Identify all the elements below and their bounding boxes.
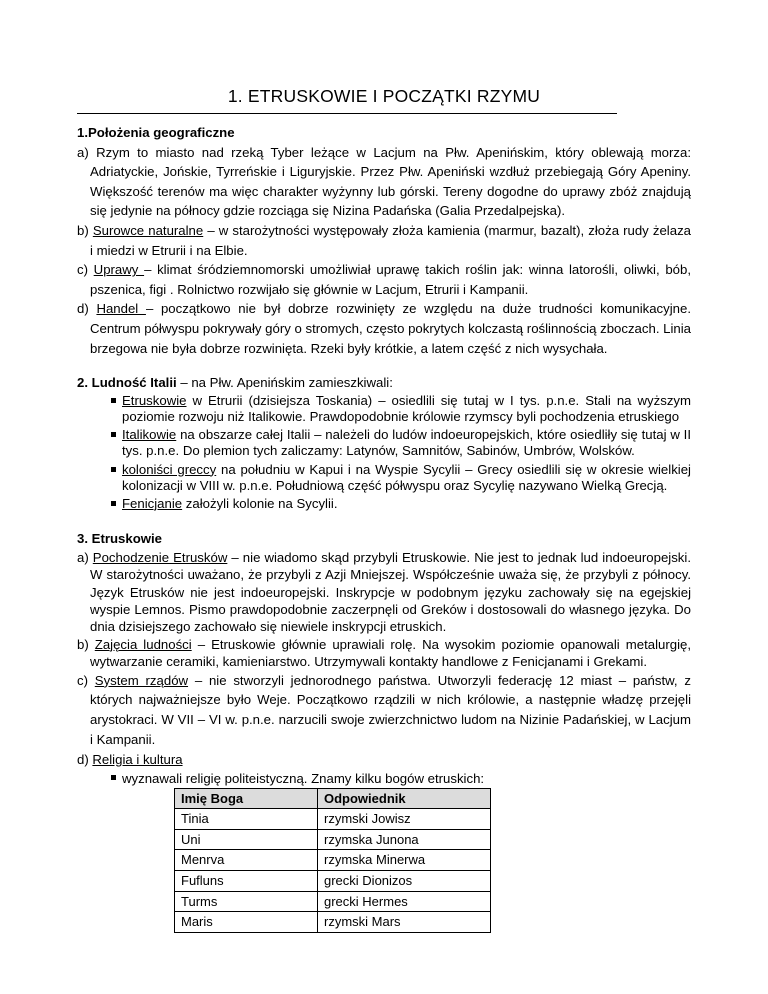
term-pochodzenie: Pochodzenie Etrusków: [92, 549, 228, 565]
term-zajecia: Zajęcia ludności: [94, 636, 192, 652]
table-row: [175, 829, 491, 850]
list-item: Italikowie na obszarze całej Italii – należeli do ludów indoeuropejskich, które osiedliły się tutaj w II tys. p.n.e. Do plemion tych zaliczamy: Latynów, Samnitów, Sabinów, Umbrów, Wolsków.: [77, 427, 691, 459]
bullet-icon: [111, 467, 116, 472]
term-handel: Handel: [96, 301, 146, 317]
section-3-point-d: d) Religia i kultura: [77, 751, 183, 767]
section-3-point-b: b) Zajęcia ludności – Etruskowie głównie uprawiali rolę. Na wysokim poziomie opanowali metalurgię, wytwarzanie ceramiki, kamieniarstwo. Utrzymywali kontakty handlowe z Fenicjanami i Grekami.: [77, 636, 692, 670]
table-cell: Menrva: [175, 850, 318, 871]
table-row: [175, 870, 491, 891]
bullet-icon: [111, 501, 116, 506]
list-item: Etruskowie w Etrurii (dzisiejsza Toskania) – osiedlili się tutaj w I tys. p.n.e. Stali na wyższym poziomie rozwoju niż Italikowie. Prawdopodobnie królowie rzymscy byli pochodzenia etruskiego: [77, 393, 691, 425]
term-system: System rządów: [94, 672, 189, 688]
column-header: Odpowiednik: [318, 788, 491, 809]
list-item: Fenicjanie założyli kolonie na Sycylii.: [77, 496, 691, 512]
table-row: [175, 850, 491, 871]
section-2-heading: 2. Ludność Italii – na Płw. Apenińskim zamieszkiwali:: [77, 375, 393, 391]
term-surowce: Surowce naturalne: [92, 222, 204, 238]
table-cell: rzymski Jowisz: [318, 809, 491, 830]
table-cell: rzymski Mars: [318, 912, 491, 933]
table-cell: rzymska Junona: [318, 829, 491, 850]
title-underline: [77, 113, 617, 114]
table-cell: Fufluns: [175, 870, 318, 891]
page-title: 1. ETRUSKOWIE I POCZĄTKI RZYMU: [227, 86, 541, 106]
section-1-point-d: d) Handel – początkowo nie był dobrze rozwinięty ze względu na duże trudności komunikacyjne. Centrum półwyspu pokrywały góry o stromych, często pokrytych kolczastą roślinnością zboczach. Linia brzegowa nie była dobrze rozwinięta. Rzeki były krótkie, a latem część z nich wysychała.: [77, 301, 692, 356]
table-cell: grecki Dionizos: [318, 870, 491, 891]
section-1-point-a: a) Rzym to miasto nad rzeką Tyber leżące w Lacjum na Płw. Apenińskim, który oblewają morza: Adriatyckie, Jońskie, Tyrreńskie i Liguryjskie. Przez Płw. Apeniński wzdłuż przebiegają Góry Apeniny. Większość terenów ma więc charakter wyżynny lub górski. Tereny dogodne do uprawy zbóż znajdują się jedynie na północy gdzie rozciąga się Nizina Padańska (Galia Przedalpejska).: [77, 144, 691, 219]
document-body: [77, 123, 691, 933]
table-cell: Maris: [175, 912, 318, 933]
table-row: [175, 809, 491, 830]
column-header: Imię Boga: [175, 788, 318, 809]
table-cell: rzymska Minerwa: [318, 850, 491, 871]
section-1-point-b: b) Surowce naturalne – w starożytności występowały złoża kamienia (marmur, bazalt), złoża rudy żelaza i miedzi w Etrurii i na Elbie.: [77, 222, 691, 258]
section-3-point-c: c) System rządów – nie stworzyli jednorodnego państwa. Utworzyli federację 12 miast – państw, z których najważniejsze było Weje. Początkowo rządzili w nich królowie, a następnie władzę przejęli arystokraci. W VII – VI w. p.n.e. narzucili swoje zwierzchnictwo ludom na Nizinie Padańskiej, w Lacjum i Kampanii.: [77, 672, 691, 747]
section-3-heading: 3. Etruskowie: [77, 531, 163, 547]
section-3-point-a: a) Pochodzenie Etrusków – nie wiadomo skąd przybyli Etruskowie. Nie jest to jednak lud indoeuropejski. W starożytności uważano, że przybyli z Azji Mniejszej. Współcześnie uważa się, że przybyli z północy. Język Etrusków nie jest indoeuropejski. Inskrypcje w podobnym języku zachowały się na egejskiej wyspie Lemnos. Pismo prawdopodobnie zaczerpnęli od Greków i dostosowali do własnego języka. Do dnia dzisiejszego zachowało się niewiele inskrypcji etruskich.: [77, 549, 691, 635]
table-cell: grecki Hermes: [318, 891, 491, 912]
term-religia: Religia i kultura: [92, 751, 183, 767]
section-1-heading: 1.Położenia geograficzne: [77, 125, 235, 140]
table-cell: Uni: [175, 829, 318, 850]
table-row: [175, 912, 491, 933]
bullet-icon: [111, 775, 116, 780]
table-cell: Turms: [175, 891, 318, 912]
table-cell: Tinia: [175, 809, 318, 830]
section-1-point-c: c) Uprawy – klimat śródziemnomorski umożliwiał uprawę takich roślin jak: winna latorośli, oliwki, bób, pszenica, figi . Rolnictwo rozwijało się głównie w Lacjum, Etrurii i Kampanii.: [77, 262, 691, 297]
bullet-icon: [111, 432, 116, 437]
bullet-icon: [111, 398, 116, 403]
gods-table: [174, 788, 491, 933]
list-item: wyznawali religię politeistyczną. Znamy kilku bogów etruskich:: [77, 770, 691, 787]
table-header-row: [175, 788, 491, 809]
list-item: koloniści greccy na południu w Kapui i na Wyspie Sycylii – Grecy osiedlili się w okresie wielkiej kolonizacji w VIII w. p.n.e. Południową część półwyspu oraz Sycylię nazywano Wielką Grecją.: [77, 462, 691, 494]
term-uprawy: Uprawy: [93, 262, 145, 278]
table-row: [175, 891, 491, 912]
